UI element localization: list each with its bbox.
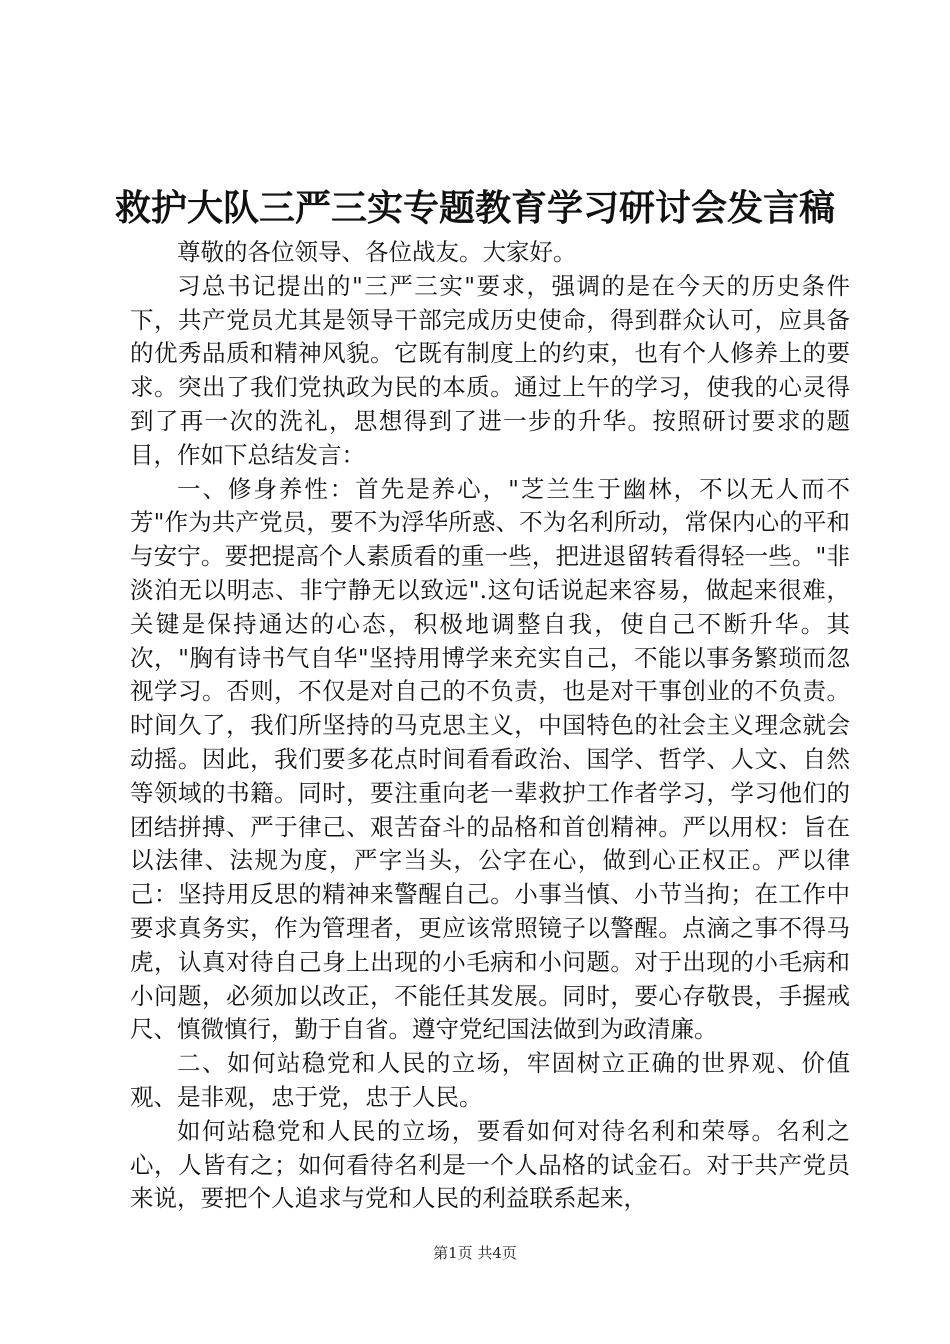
paragraph-greeting: 尊敬的各位领导、各位战友。大家好。 <box>177 238 577 266</box>
paragraph-section-two-heading: 二、如何站稳党和人民的立场，牢固树立正确的世界观、价值观、是非观，忠于党，忠于人民。 <box>130 1049 850 1111</box>
paragraph-introduction: 习总书记提出的"三严三实"要求，强调的是在今天的历史条件下，共产党员尤其是领导干部完成历史使命，得到群众认可，应具备的优秀品质和精神风貌。它既有制度上的约束，也有个人修养上的要求。突出了我们党执政为民的本质。通过上午的学习，使我的心灵得到了再一次的洗礼，思想得到了进一步的升华。按照研讨要求的题目，作如下总结发言： <box>130 271 850 469</box>
paragraph-section-one: 一、修身养性：首先是养心，"芝兰生于幽林，不以无人而不芳"作为共产党员，要不为浮华所惑、不为名利所动，常保内心的平和与安宁。要把提高个人素质看的重一些，把进退留转看得轻一些。"非淡泊无以明志、非宁静无以致远".这句话说起来容易，做起来很难，关键是保持通达的心态，积极地调整自我，使自己不断升华。其次，"胸有诗书气自华"坚持用博学来充实自己，不能以事务繁琐而忽视学习。否则，不仅是对自己的不负责，也是对干事创业的不负责。时间久了，我们所坚持的马克思主义，中国特色的社会主义理念就会动摇。因此，我们要多花点时间看看政治、国学、哲学、人文、自然等领域的书籍。同时，要注重向老一辈救护工作者学习，学习他们的团结拼搏、严于律己、艰苦奋斗的品格和首创精神。严以用权：旨在以法律、法规为度，严字当头，公字在心，做到心正权正。严以律己：坚持用反思的精神来警醒自己。小事当慎、小节当拘；在工作中要求真务实，作为管理者，更应该常照镜子以警醒。点滴之事不得马虎，认真对待自己身上出现的小毛病和小问题。对于出现的小毛病和小问题，必须加以改正，不能任其发展。同时，要心存敬畏，手握戒尺、慎微慎行，勤于自省。遵守党纪国法做到为政清廉。 <box>130 474 850 1044</box>
document-body <box>130 236 850 1216</box>
page-number-footer: 第1页 共4页 <box>433 1244 517 1262</box>
paragraph-section-two-body: 如何站稳党和人民的立场，要看如何对待名利和荣辱。名利之心，人皆有之；如何看待名利是一个人品格的试金石。对于共产党员来说，要把个人追求与党和人民的利益联系起来， <box>130 1116 850 1213</box>
document-title: 救护大队三严三实专题教育学习研讨会发言稿 <box>114 187 835 229</box>
